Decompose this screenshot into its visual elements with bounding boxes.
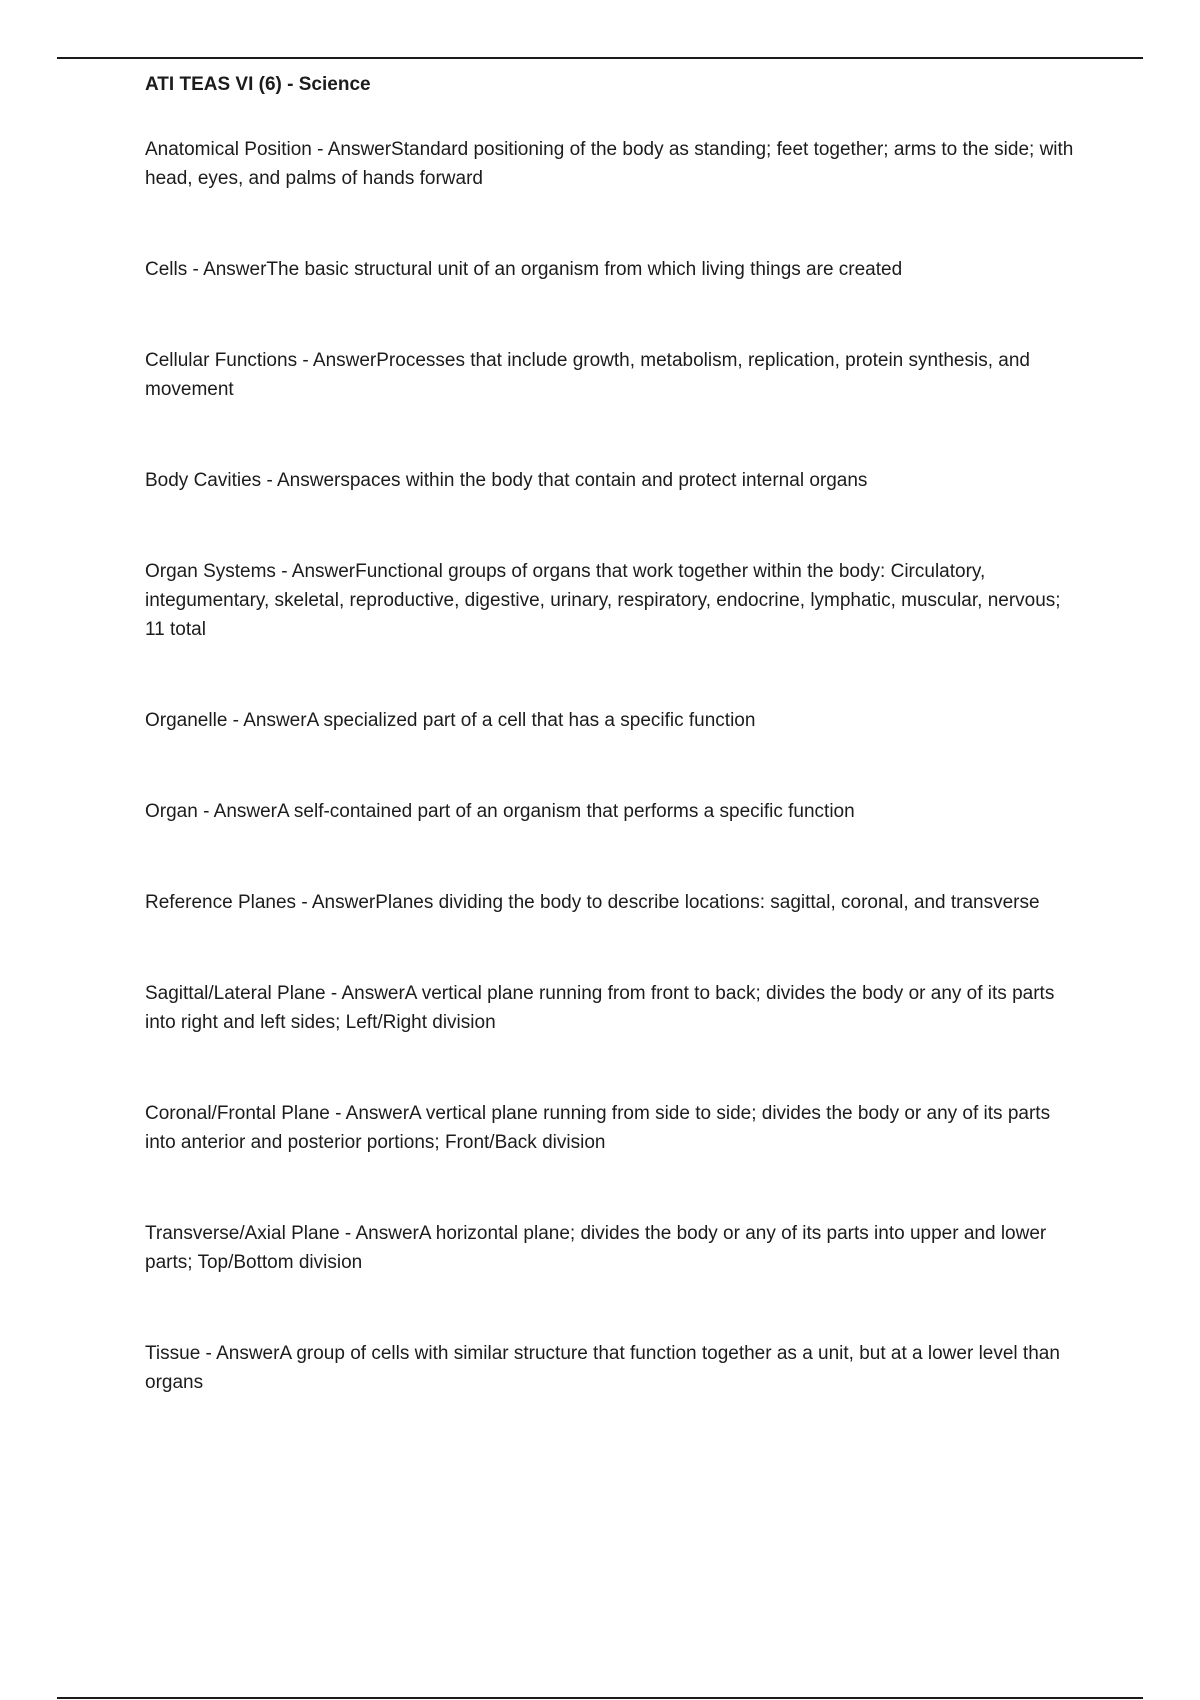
- header-divider: [57, 57, 1143, 59]
- document-title: ATI TEAS VI (6) - Science: [145, 74, 371, 95]
- list-item: Organ Systems - AnswerFunctional groups of organs that work together within the body: Circulatory, integumentary, skeletal, reproductive, digestive, urinary, respiratory, endocrine, lymphatic, muscular, nervous; 11 total: [145, 561, 1061, 640]
- list-item: Cellular Functions - AnswerProcesses that include growth, metabolism, replication, protein synthesis, and movement: [145, 350, 1030, 400]
- list-item: Reference Planes - AnswerPlanes dividing the body to describe locations: sagittal, coronal, and transverse: [145, 892, 1040, 913]
- list-item: Body Cavities - Answerspaces within the body that contain and protect internal organs: [145, 470, 868, 491]
- list-item: Transverse/Axial Plane - AnswerA horizontal plane; divides the body or any of its parts into upper and lower parts; Top/Bottom division: [145, 1223, 1047, 1273]
- list-item: Cells - AnswerThe basic structural unit of an organism from which living things are created: [145, 259, 903, 280]
- list-item: Coronal/Frontal Plane - AnswerA vertical plane running from side to side; divides the body or any of its parts into anterior and posterior portions; Front/Back division: [145, 1103, 1051, 1153]
- entry-list: [145, 135, 1085, 1397]
- footer-divider: [57, 1697, 1143, 1699]
- list-item: Organelle - AnswerA specialized part of a cell that has a specific function: [145, 710, 756, 731]
- document-body: [145, 70, 1085, 1459]
- list-item: Organ - AnswerA self-contained part of an organism that performs a specific function: [145, 801, 855, 822]
- list-item: Sagittal/Lateral Plane - AnswerA vertical plane running from front to back; divides the body or any of its parts into right and left sides; Left/Right division: [145, 983, 1055, 1033]
- list-item: Anatomical Position - AnswerStandard positioning of the body as standing; feet together; arms to the side; with head, eyes, and palms of hands forward: [145, 139, 1074, 189]
- list-item: Tissue - AnswerA group of cells with similar structure that function together as a unit, but at a lower level than organs: [145, 1343, 1060, 1393]
